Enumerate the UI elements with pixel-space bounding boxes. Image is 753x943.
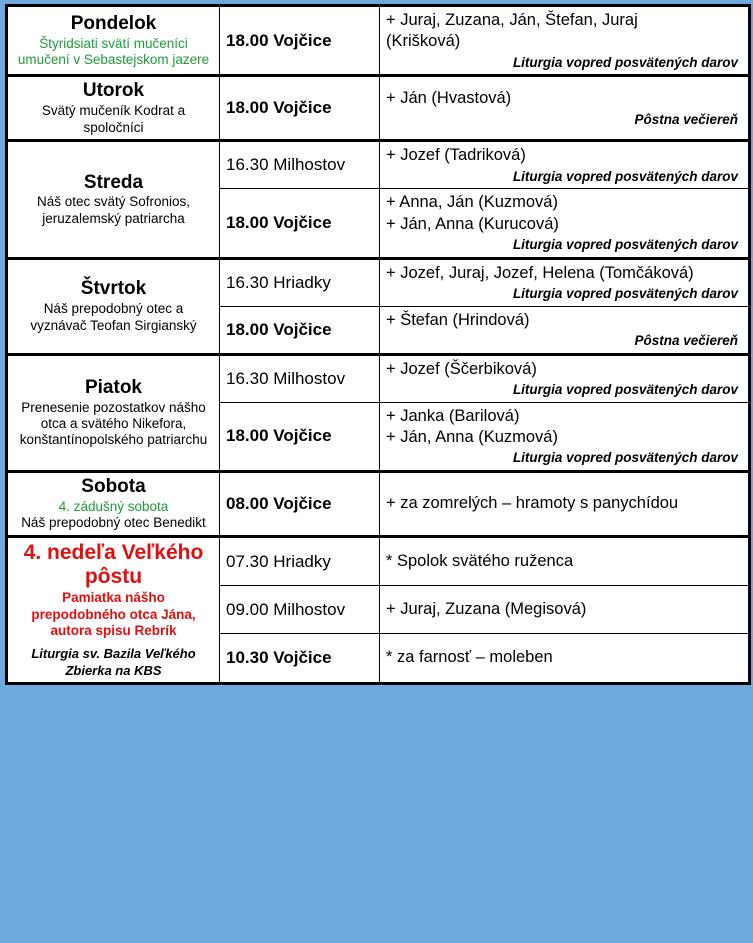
day-cell <box>7 471 220 536</box>
service-intention-cell <box>380 141 750 189</box>
service-time-cell: 09.00 Milhostov <box>220 586 380 634</box>
day-name: Piatok <box>84 376 143 398</box>
service-time-cell: 16.30 Hriadky <box>220 258 380 306</box>
table-row <box>7 471 750 536</box>
service-note: Liturgia vopred posvätených darov <box>512 286 738 302</box>
day-name: 4. nedeľa Veľkého pôstu <box>23 540 204 588</box>
intention-line: + Anna, Ján (Kuzmová) <box>386 193 558 212</box>
liturgy-schedule-table <box>5 4 751 685</box>
service-intention-cell <box>380 586 750 634</box>
service-note: Pôstna večiereň <box>634 333 738 349</box>
day-subtitle: Svätý mučeník Kodrat a spoločníci <box>41 103 186 135</box>
intention-line: + Janka (Barilová) <box>386 406 520 425</box>
intention-line: + Ján (Hvastová) <box>386 89 512 108</box>
day-subtitle: Náš otec svätý Sofronios, jeruzalemský patriarcha <box>36 194 191 226</box>
service-intention-cell <box>380 471 750 536</box>
day-name: Pondelok <box>70 12 157 34</box>
day-name: Sobota <box>81 475 146 497</box>
service-intention-cell <box>380 76 750 141</box>
table-row <box>7 76 750 141</box>
service-note: Liturgia vopred posvätených darov <box>512 450 738 466</box>
intention-line: + Ján, Anna (Kuzmová) <box>386 428 558 446</box>
intention-line: + Jozef, Juraj, Jozef, Helena (Tomčáková) <box>386 263 694 282</box>
day-subtitle: Prenesenie pozostatkov nášho otca a svätého Nikefora, konštantínopolského patriarchu <box>19 399 208 448</box>
service-time-cell: 18.00 Vojčice <box>220 6 380 76</box>
service-time-cell: 10.30 Vojčice <box>220 634 380 684</box>
day-subtitle-highlight: 4. zádušný sobota <box>58 498 169 514</box>
service-note: Liturgia vopred posvätených darov <box>512 168 738 184</box>
intention-line: (Krišková) <box>386 32 461 51</box>
service-time-cell: 18.00 Vojčice <box>220 189 380 258</box>
intention-line: * za farnosť – moleben <box>386 648 553 667</box>
service-intention-cell <box>380 354 750 402</box>
intention-line: + za zomrelých – hramoty s panychídou <box>386 494 679 513</box>
intention-line: + Juraj, Zuzana (Megisová) <box>386 600 587 619</box>
day-note: Liturgia sv. Bazila Veľkého Zbierka na KBS <box>31 646 196 678</box>
service-intention-cell <box>380 306 750 354</box>
service-time-cell: 07.30 Hriadky <box>220 536 380 586</box>
day-subtitle: Náš prepodobný otec a vyznávač Teofan Sirgianský <box>30 301 197 333</box>
intention-line: + Ján, Anna (Kurucová) <box>386 214 559 233</box>
service-note: Liturgia vopred posvätených darov <box>512 237 738 253</box>
service-time-cell: 16.30 Milhostov <box>220 141 380 189</box>
day-name: Štvrtok <box>80 278 147 300</box>
service-intention-cell <box>380 536 750 586</box>
service-intention-cell <box>380 189 750 258</box>
intention-line: + Juraj, Zuzana, Ján, Štefan, Juraj <box>386 11 638 29</box>
service-note: Liturgia vopred posvätených darov <box>512 54 738 70</box>
service-note: Liturgia vopred posvätených darov <box>512 382 738 398</box>
intention-line: + Štefan (Hrindová) <box>386 310 530 329</box>
day-subtitle: Náš prepodobný otec Benedikt <box>21 515 206 531</box>
intention-line: * Spolok svätého ruženca <box>386 551 574 570</box>
table-row <box>7 354 750 402</box>
day-name: Utorok <box>82 80 145 102</box>
service-intention-cell <box>380 6 750 76</box>
service-time-cell: 18.00 Vojčice <box>220 402 380 471</box>
intention-line: + Jozef (Ščerbiková) <box>386 359 537 378</box>
service-intention-cell <box>380 634 750 684</box>
service-time-cell: 08.00 Vojčice <box>220 471 380 536</box>
day-cell <box>7 258 220 354</box>
service-intention-cell <box>380 402 750 471</box>
service-time-cell: 18.00 Vojčice <box>220 306 380 354</box>
day-cell <box>7 354 220 471</box>
service-note: Pôstna večiereň <box>634 111 738 127</box>
table-row <box>7 141 750 189</box>
day-cell <box>7 6 220 76</box>
day-subtitle-highlight: Štyridsiati svätí mučeníci umučení v Sebastejskom jazere <box>17 35 210 68</box>
day-name: Streda <box>83 171 144 193</box>
intention-line: + Jozef (Tadriková) <box>386 146 526 165</box>
day-cell <box>7 141 220 258</box>
service-time-cell: 16.30 Milhostov <box>220 354 380 402</box>
table-row <box>7 536 750 586</box>
table-row <box>7 6 750 76</box>
service-intention-cell <box>380 258 750 306</box>
table-row <box>7 258 750 306</box>
service-time-cell: 18.00 Vojčice <box>220 76 380 141</box>
day-subtitle-feast: Pamiatka nášho prepodobného otca Jána, autora spisu Rebrík <box>31 590 196 638</box>
day-cell <box>7 536 220 683</box>
day-cell <box>7 76 220 141</box>
